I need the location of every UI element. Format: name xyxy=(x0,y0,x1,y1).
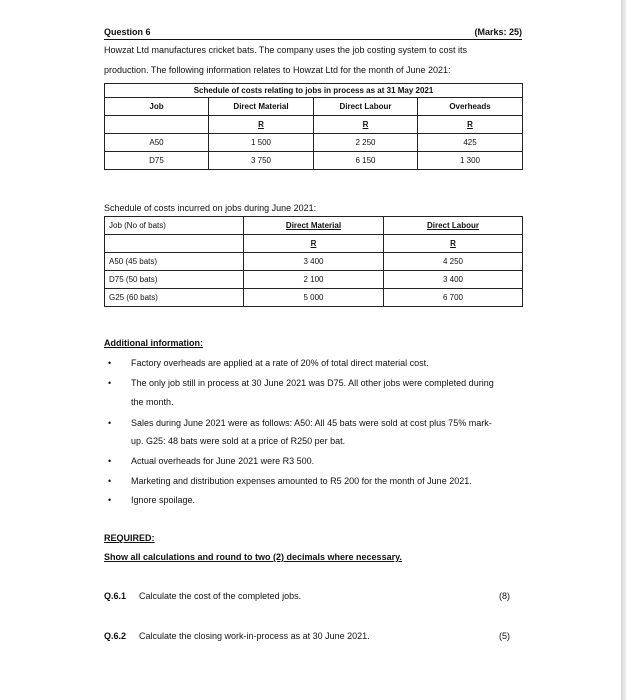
table1-header-material: Direct Material xyxy=(209,98,314,116)
intro-line-1: Howzat Ltd manufactures cricket bats. The company uses the job costing system to cost its xyxy=(104,45,467,55)
table-row xyxy=(105,253,523,271)
table1-cell: 2 250 xyxy=(314,134,418,152)
bullet-icon: • xyxy=(108,378,112,388)
table2-cell: 3 400 xyxy=(244,253,384,271)
bullet-icon: • xyxy=(108,418,112,428)
table1-currency-cell: R xyxy=(209,116,314,134)
additional-info-heading: Additional information: xyxy=(104,338,203,348)
intro-line-2: production. The following information relates to Howzat Ltd for the month of June 2021: xyxy=(104,65,451,75)
list-item-continuation: the month. xyxy=(131,397,174,407)
table1-currency-cell: R xyxy=(418,116,523,134)
costs-incurred-table xyxy=(104,216,523,307)
table2-cell: 6 700 xyxy=(384,289,523,307)
required-heading: REQUIRED: xyxy=(104,533,155,543)
table2-currency-cell: R xyxy=(244,235,384,253)
page-edge-shadow xyxy=(621,0,626,700)
table-row xyxy=(105,152,523,170)
question-marks: (Marks: 25) xyxy=(474,27,522,37)
table2-cell: 3 400 xyxy=(384,271,523,289)
table-row xyxy=(105,134,523,152)
table1-header-job: Job xyxy=(105,98,209,116)
table1-cell: 3 750 xyxy=(209,152,314,170)
table1-cell: 6 150 xyxy=(314,152,418,170)
table2-cell: 2 100 xyxy=(244,271,384,289)
bullet-icon: • xyxy=(108,476,112,486)
table1-cell: 425 xyxy=(418,134,523,152)
bullet-icon: • xyxy=(108,456,112,466)
table2-cell: D75 (50 bats) xyxy=(105,271,244,289)
table2-header-labour: Direct Labour xyxy=(384,217,523,235)
question-marks: (5) xyxy=(499,631,510,641)
list-item: Actual overheads for June 2021 were R3 500. xyxy=(131,456,315,466)
table2-currency-cell xyxy=(105,235,244,253)
required-instruction: Show all calculations and round to two (2) decimals where necessary. xyxy=(104,552,402,562)
table-row xyxy=(105,271,523,289)
table2-cell: G25 (60 bats) xyxy=(105,289,244,307)
table2-caption: Schedule of costs incurred on jobs during June 2021: xyxy=(104,203,317,213)
table2-cell: 4 250 xyxy=(384,253,523,271)
table1-currency-cell: R xyxy=(314,116,418,134)
question-text: Calculate the closing work-in-process as at 30 June 2021. xyxy=(139,631,370,641)
table1-cell: D75 xyxy=(105,152,209,170)
question-marks: (8) xyxy=(499,591,510,601)
table1-header-overheads: Overheads xyxy=(418,98,523,116)
list-item: Sales during June 2021 were as follows: A50: All 45 bats were sold at cost plus 75% mark- xyxy=(131,418,492,428)
question-text: Calculate the cost of the completed jobs. xyxy=(139,591,302,601)
list-item: Factory overheads are applied at a rate of 20% of total direct material cost. xyxy=(131,358,429,368)
question-header xyxy=(104,27,522,40)
list-item: Ignore spoilage. xyxy=(131,495,196,505)
question-title: Question 6 xyxy=(104,27,151,37)
list-item-continuation: up. G25: 48 bats were sold at a price of R250 per bat. xyxy=(131,436,346,446)
table2-cell: A50 (45 bats) xyxy=(105,253,244,271)
table2-cell: 5 000 xyxy=(244,289,384,307)
bullet-icon: • xyxy=(108,358,112,368)
table-row xyxy=(105,289,523,307)
table1-title: Schedule of costs relating to jobs in process as at 31 May 2021 xyxy=(105,84,523,98)
table2-currency-cell: R xyxy=(384,235,523,253)
bullet-icon: • xyxy=(108,495,112,505)
table1-cell: A50 xyxy=(105,134,209,152)
table1-cell: 1 300 xyxy=(418,152,523,170)
list-item: The only job still in process at 30 June 2021 was D75. All other jobs were completed during xyxy=(131,378,494,388)
table1-header-labour: Direct Labour xyxy=(314,98,418,116)
table2-header-job: Job (No of bats) xyxy=(105,217,244,235)
jobs-in-process-table xyxy=(104,83,523,170)
question-number: Q.6.1 xyxy=(104,591,127,601)
table1-currency-cell xyxy=(105,116,209,134)
table2-header-material: Direct Material xyxy=(244,217,384,235)
table1-cell: 1 500 xyxy=(209,134,314,152)
question-number: Q.6.2 xyxy=(104,631,127,641)
list-item: Marketing and distribution expenses amounted to R5 200 for the month of June 2021. xyxy=(131,476,472,486)
